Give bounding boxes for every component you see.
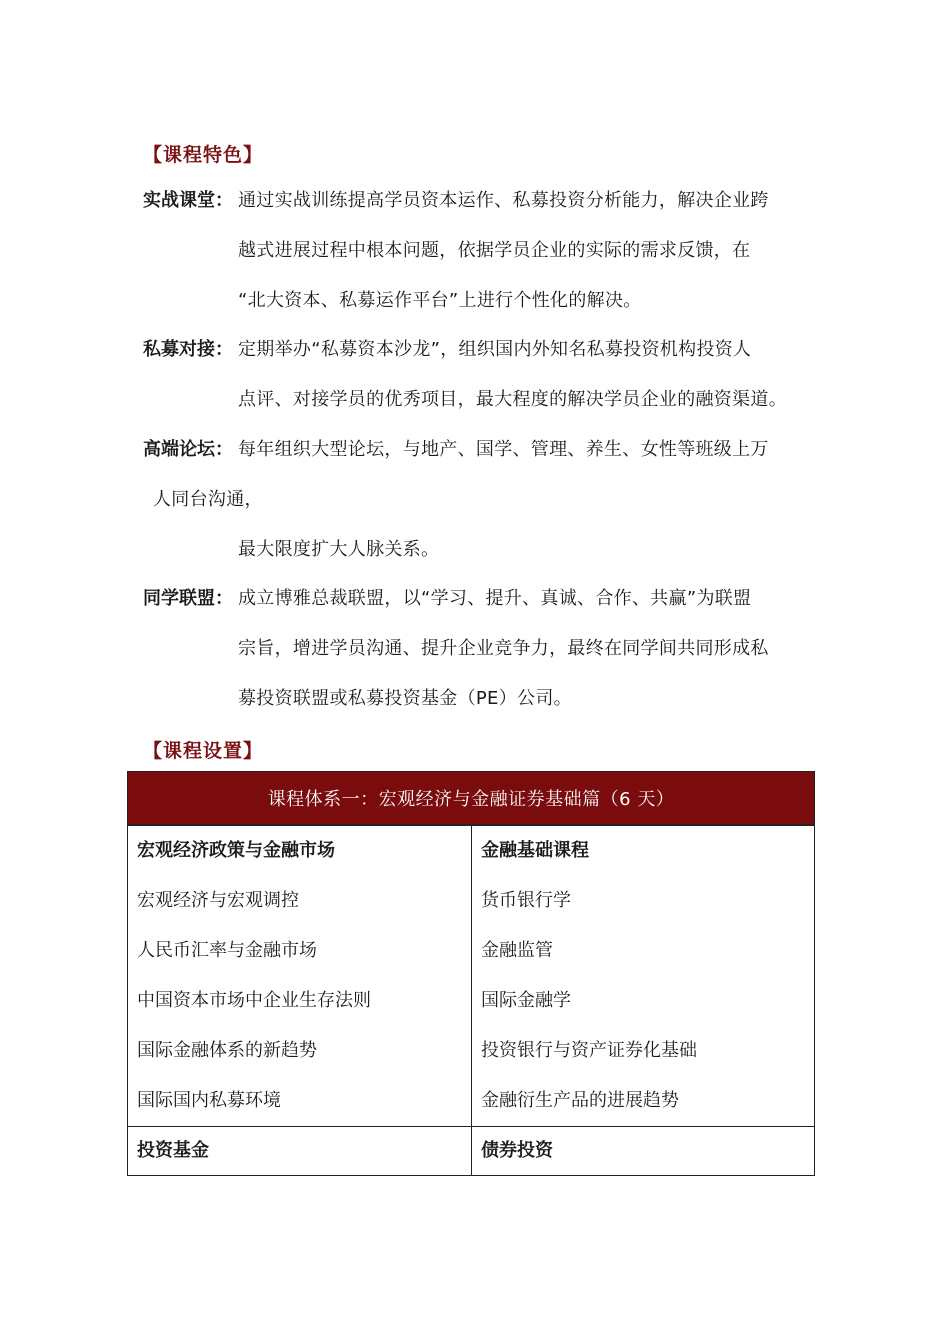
table-row [128,826,814,1127]
course-item: 人民币汇率与金融市场 [137,940,317,961]
feature-label: 同学联盟： [143,588,233,609]
left-column [128,826,471,1126]
left-section-heading: 投资基金 [137,1140,209,1161]
feature-line: 募投资联盟或私募投资基金（PE）公司。 [238,688,572,709]
course-item: 中国资本市场中企业生存法则 [137,990,371,1011]
table-title: 课程体系一：宏观经济与金融证券基础篇（6 天） [128,772,814,826]
feature-label: 高端论坛： [143,439,233,460]
feature-line: 定期举办“私募资本沙龙”，组织国内外知名私募投资机构投资人 [238,339,752,360]
feature-high-end-forum [143,425,823,575]
feature-line: 每年组织大型论坛，与地产、国学、管理、养生、女性等班级上万 [238,439,769,460]
feature-practical-classroom [143,176,823,326]
table-row [128,1127,814,1176]
features-heading: 【课程特色】 [143,144,264,166]
feature-line: 最大限度扩大人脉关系。 [238,539,440,560]
right-column-heading: 金融基础课程 [481,840,589,861]
course-item: 国际金融学 [481,990,571,1011]
feature-line: 成立博雅总裁联盟，以“学习、提升、真诚、合作、共赢”为联盟 [238,588,752,609]
feature-line: 人同台沟通， [153,489,263,510]
course-table [127,771,815,1176]
feature-line: 点评、对接学员的优秀项目，最大程度的解决学员企业的融资渠道。 [238,389,787,410]
setup-heading: 【课程设置】 [143,740,264,762]
course-item: 国际金融体系的新趋势 [137,1040,317,1061]
left-column [128,1127,471,1175]
right-column [471,1127,814,1175]
right-section-heading: 债券投资 [481,1140,553,1161]
course-item: 货币银行学 [481,890,571,911]
right-column [471,826,814,1126]
feature-private-equity-matching [143,325,823,425]
feature-line: 宗旨，增进学员沟通、提升企业竞争力，最终在同学间共同形成私 [238,638,769,659]
feature-line: “北大资本、私募运作平台”上进行个性化的解决。 [238,290,642,311]
feature-alumni-alliance [143,574,823,724]
course-item: 国际国内私募环境 [137,1090,281,1111]
feature-label: 私募对接： [143,339,233,360]
left-column-heading: 宏观经济政策与金融市场 [137,840,335,861]
feature-label: 实战课堂： [143,190,233,211]
course-item: 宏观经济与宏观调控 [137,890,299,911]
course-item: 投资银行与资产证券化基础 [481,1040,697,1061]
feature-line: 通过实战训练提高学员资本运作、私募投资分析能力，解决企业跨 [238,190,769,211]
course-item: 金融衍生产品的进展趋势 [481,1090,679,1111]
course-item: 金融监管 [481,940,553,961]
feature-line: 越式进展过程中根本问题，依据学员企业的实际的需求反馈，在 [238,240,751,261]
